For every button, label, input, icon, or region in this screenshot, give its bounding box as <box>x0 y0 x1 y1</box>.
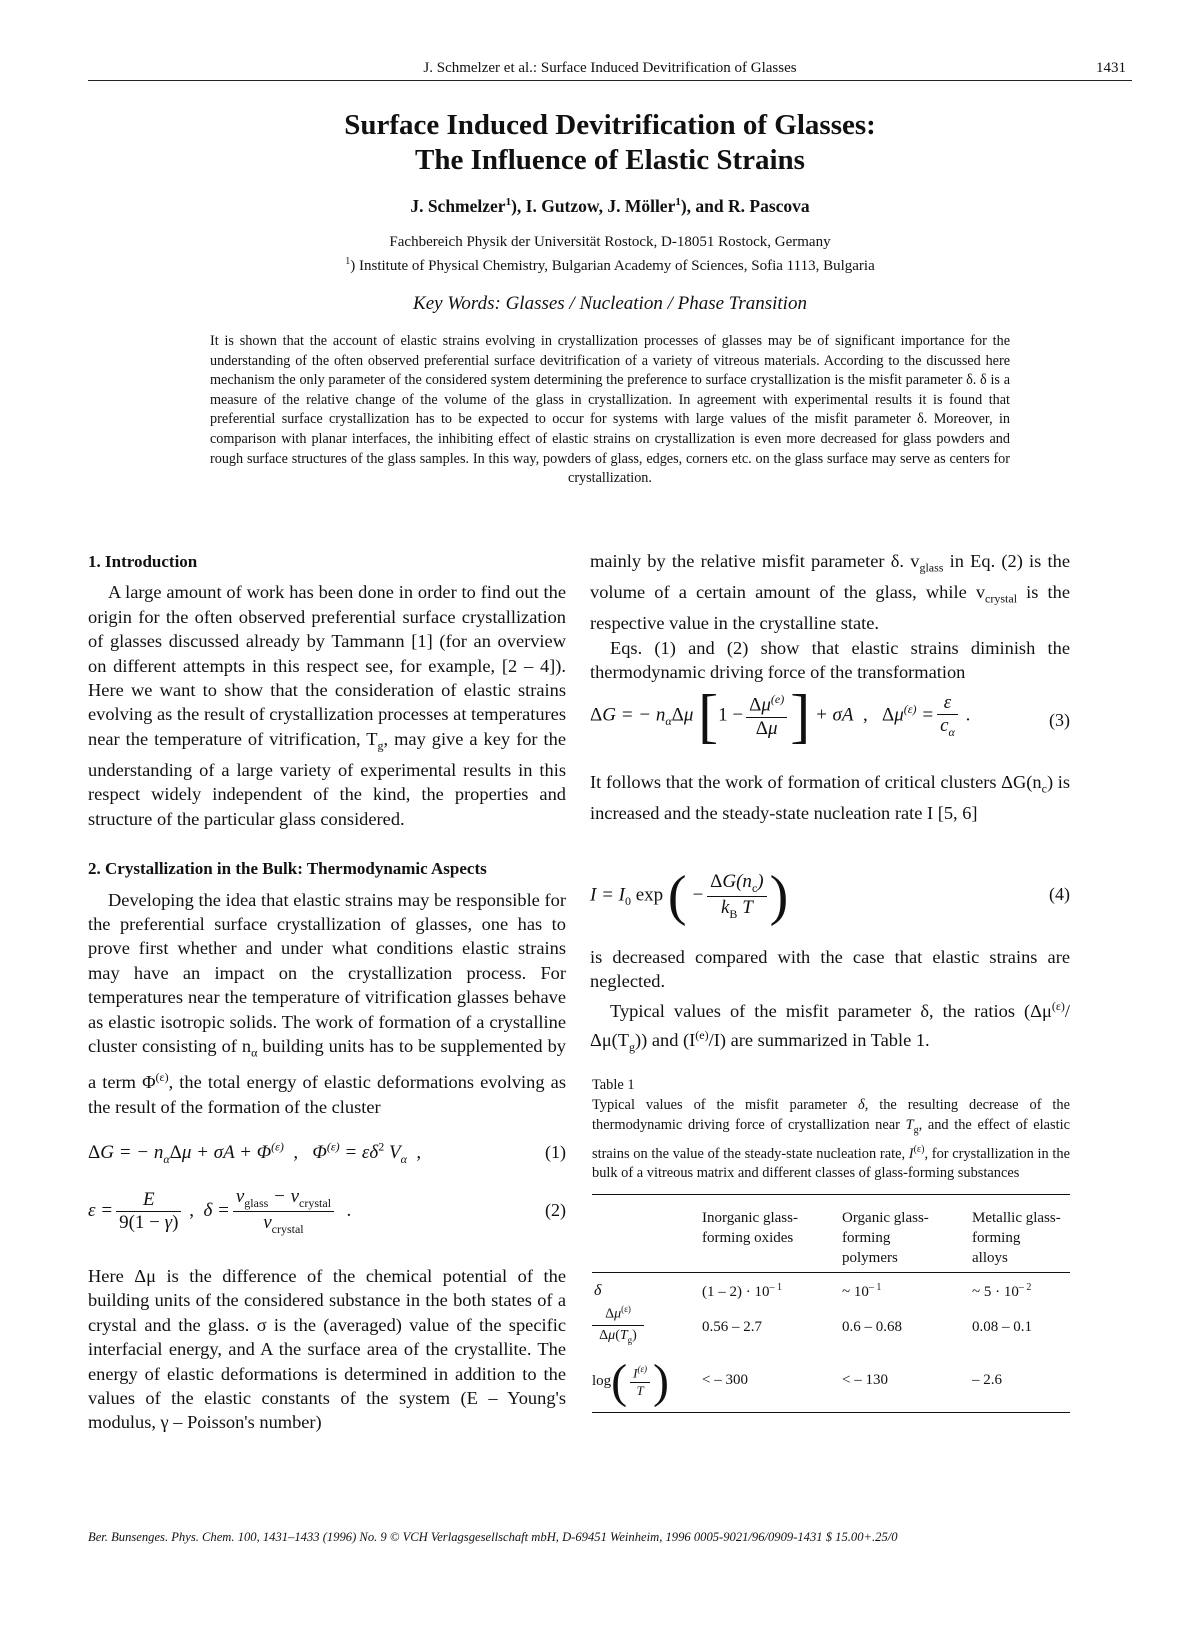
text: Developing the idea that elastic strains may be responsible for the preferential surface crystallization of glasses, one has to prove first whether and under what conditions elastic strains may have an impact on the crystallization process. For temperatures near the temperature of vitrification glasses behave as elastic isotropic solids. The work of formation of a crystalline cluster consisting of n <box>88 889 566 1056</box>
intro-text-end: , may give a key for the understanding of a large variety of experimental results in this respect widely independent of the kind, the properties and structure of the particular glass considered. <box>88 728 566 829</box>
column-header-3 <box>972 1208 1061 1268</box>
table-cell: < – 130 <box>842 1372 888 1388</box>
text: ) is increased and the steady-state nucleation rate I [5, 6] <box>590 772 1070 824</box>
table-cell: ~ $10^{- 1}$ <box>842 1282 882 1300</box>
affil-paren: ) <box>680 196 687 216</box>
right-paragraph-4: is decreased compared with the case that elastic strains are neglected. <box>590 947 1070 992</box>
table-cell: 0.6 – 0.68 <box>842 1319 902 1335</box>
section-2-paragraph-2: Here Δμ is the difference of the chemical potential of the building units of the considered substance in the both states of a crystal and the glass. σ is the (averaged) value of the specific interfacial energy, and A the surface area of the crystallite. The energy of elastic deformations is determined in addition to the values of the elastic constants of the system (E – Young's modulus, γ – Poisson's number) <box>88 1266 566 1433</box>
table-cell: ~ $5 \cdot 10^{- 2}$ <box>972 1282 1032 1300</box>
running-title: J. Schmelzer et al.: Surface Induced Devitrification of Glasses <box>423 60 797 76</box>
right-column-2 <box>590 770 1070 825</box>
intro-paragraph <box>88 580 566 831</box>
author-2-3: , I. Gutzow, J. Möller <box>516 196 676 216</box>
author-1: J. Schmelzer <box>410 196 506 216</box>
hdr-line: Metallic glass- <box>972 1210 1061 1226</box>
hdr-line: forming <box>842 1230 891 1246</box>
equation-4-body: $I = I_0$ exp ( − $\frac{\Delta G(n_c)}{k_B T}$ ) <box>590 865 789 927</box>
table-cell: < – 300 <box>702 1372 748 1388</box>
right-column-3 <box>590 945 1070 1060</box>
table-cell: – 2.6 <box>972 1372 1002 1388</box>
section-2-heading: 2. Crystallization in the Bulk: Thermodynamic Aspects <box>88 859 487 879</box>
intro-text: A large amount of work has been done in order to find out the origin for the often observed preferential surface crystallization of glasses discussed already by Tammann [1] (for an overview on different attempts in this respect see, for example, [2 – 4]). Here we want to show that the consideration of elastic strains evolving as the result of crystallization processes at temperatures near the temperature of vitrification, T <box>88 582 566 749</box>
column-header-2 <box>842 1208 929 1268</box>
hdr-line: forming <box>972 1230 1021 1246</box>
table-1-label: Table 1 <box>592 1077 635 1093</box>
hdr-line: Inorganic glass- <box>702 1210 798 1226</box>
hdr-line: Organic glass- <box>842 1210 929 1226</box>
equation-2-number: (2) <box>545 1200 566 1220</box>
right-paragraph-3 <box>590 770 1070 825</box>
text: It follows that the work of formation of critical clusters ΔG(n <box>590 772 1042 792</box>
left-column <box>88 550 566 1119</box>
equation-2-body: ε = $\frac{E}{9(1 - \gamma)}$ , δ = $\frac{v_{glass} - v_{crystal}}{v_{crystal}}$ . <box>88 1186 352 1236</box>
right-paragraph-5 <box>590 994 1070 1060</box>
row-label-log: log( $\frac{I^{(\varepsilon)}}{T}$ ) <box>592 1355 670 1408</box>
sup: (ε) <box>155 1070 169 1085</box>
running-head <box>88 58 1132 81</box>
equation-3-body: ΔG = − $n_\alpha\Delta\mu$ [1 − $\frac{\Delta\mu^{(e)}}{\Delta\mu}$ ] + σA , $\Delta\mu^{(\varepsilon)}$ = $\frac{\varepsilon}{c_\alpha}$ . <box>590 683 971 749</box>
text: mainly by the relative misfit parameter δ. v <box>590 551 920 571</box>
column-header-1 <box>702 1208 798 1248</box>
sub: c <box>1041 781 1047 796</box>
sub: α <box>251 1045 258 1060</box>
section-1-heading: 1. Introduction <box>88 552 198 571</box>
abstract: It is shown that the account of elastic strains evolving in crystallization processes of glasses may be of significant importance for the understanding of the often observed preferential surface devitrification of a variety of vitreous materials. According to the discussed here mechanism the only parameter of the considered system determining the preference to surface crystallization is the misfit parameter δ. δ is a measure of the relative change of the volume of the glass in crystallization. In agreement with experimental results it is found that preferential surface crystallization has to be expected to occur for systems with large values of the misfit parameter δ. Moreover, in comparison with planar interfaces, the inhibiting effect of elastic strains on crystallization is even more decreased for glass powders and rough surface structures of the glass samples. In this way, powders of glass, edges, corners etc. on the glass surface may serve as centers for crystallization. <box>210 333 1010 487</box>
section-2-paragraph <box>88 888 566 1119</box>
table-header-rule <box>592 1272 1070 1273</box>
affil-mark: 1 <box>345 256 351 267</box>
table-cell: 0.56 – 2.7 <box>702 1319 762 1335</box>
table-cell: 0.08 – 0.1 <box>972 1319 1032 1335</box>
title-line-2: The Influence of Elastic Strains <box>415 144 805 176</box>
text: , the total energy of elastic deformations evolving as the result of the formation of the cluster <box>88 1072 566 1117</box>
journal-footer: Ber. Bunsenges. Phys. Chem. 100, 1431–1433 (1996) No. 9 © VCH Verlagsgesellschaft mbH, D-69451 Weinheim, 1996 0005-9021/96/0909-1431 $ 15.00+.25/0 <box>88 1530 898 1544</box>
equation-1-body: ΔG = − $n_\alpha\Delta\mu + \sigma A + \Phi^{(\varepsilon)}$ , $\Phi^{(\varepsilon)} = \varepsilon\delta^2$ $V_\alpha$ , <box>88 1140 422 1167</box>
sub: g <box>377 738 384 753</box>
equation-1 <box>88 1140 566 1167</box>
table-bottom-rule <box>592 1412 1070 1413</box>
table-top-rule <box>592 1194 1070 1195</box>
sub: crystal <box>985 591 1018 606</box>
equation-2 <box>88 1186 566 1237</box>
paper-title <box>88 108 1132 178</box>
authors <box>88 196 1132 217</box>
sup: (ε) <box>1051 998 1065 1013</box>
text: in Eq. (2) is the volume of a certain amount of the glass, while v <box>590 551 1071 603</box>
affiliation-2-text: ) Institute of Physical Chemistry, Bulgarian Academy of Sciences, Sofia 1113, Bulgaria <box>350 258 875 274</box>
author-4: , and R. Pascova <box>686 196 810 216</box>
sub: glass <box>919 560 944 575</box>
sub: g <box>629 1040 636 1055</box>
row-label-delta: δ <box>594 1282 602 1299</box>
equation-3-number: (3) <box>1049 710 1070 730</box>
equation-4 <box>590 864 1070 934</box>
row-label-ratio: $\Delta\mu^{(\varepsilon)}$ $\Delta\mu(T_g)$ <box>592 1304 644 1344</box>
text: is the respective value in the crystalline state. <box>590 582 1070 634</box>
right-column <box>590 549 1070 684</box>
hdr-line: polymers <box>842 1250 898 1266</box>
text: /Δμ(T <box>590 1000 1070 1051</box>
affiliation-2 <box>88 252 1132 276</box>
affil-paren: ) <box>511 196 517 216</box>
right-paragraph-2: Eqs. (1) and (2) show that elastic strains diminish the thermodynamic driving force of the transformation <box>590 637 1070 682</box>
text: )) and (I <box>635 1030 696 1051</box>
equation-4-number: (4) <box>1049 884 1070 904</box>
table-cell: $(1 - 2) \cdot 10^{- 1}$ <box>702 1282 782 1300</box>
affil-mark: 1 <box>505 196 512 209</box>
equation-3 <box>590 682 1070 762</box>
affil-mark: 1 <box>675 196 681 209</box>
table-1 <box>592 1194 1070 1416</box>
text: /I) are summarized in Table 1. <box>708 1030 930 1051</box>
keywords: Key Words: Glasses / Nucleation / Phase Transition <box>413 293 807 314</box>
table-1-caption: Typical values of the misfit parameter δ, the resulting decrease of the thermodynamic driving force of crystallization near $T_g$, and the effect of elastic strains on the value of the steady-state nucleation rate, $I^{(\varepsilon)}$, for crystallization in the bulk of a vitreous matrix and different classes of glass-forming substances <box>592 1097 1071 1182</box>
text: building units has to be supplemented by a term Φ <box>88 1035 566 1093</box>
hdr-line: forming oxides <box>702 1230 794 1246</box>
sup: (e) <box>695 1028 709 1043</box>
right-paragraph-1 <box>590 549 1070 636</box>
affiliation-1: Fachbereich Physik der Universität Rostock, D-18051 Rostock, Germany <box>389 234 831 250</box>
title-line-1: Surface Induced Devitrification of Glasses: <box>344 109 876 141</box>
page-number: 1431 <box>1096 60 1126 76</box>
left-column-continued <box>88 1264 566 1435</box>
affiliations <box>88 232 1132 276</box>
equation-1-number: (1) <box>545 1142 566 1162</box>
text: Typical values of the misfit parameter δ, the ratios (Δμ <box>610 1000 1052 1021</box>
hdr-line: alloys <box>972 1250 1008 1266</box>
